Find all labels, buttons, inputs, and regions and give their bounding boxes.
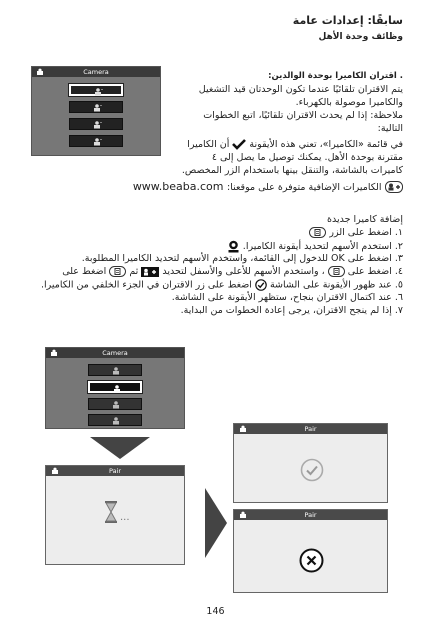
camera-icon [92,121,102,129]
pairing-line: يتم الاقتران تلقائيًا عندما تكون الوحدتان قيد التشغيل [198,84,403,95]
pair-waiting-screen [45,465,185,565]
camera-icon [227,240,240,253]
error-circle-icon [299,548,324,573]
website-line [23,179,403,195]
pair-success-screen [233,423,388,503]
page-subheading: وظائف وحدة الأهل [318,32,403,42]
website-text: الكاميرات الإضافية متوفرة على موقعنا: [227,182,382,193]
camera-menu-screen-bottom [45,347,185,429]
camera-icon [36,68,44,76]
camera-icon [111,367,121,375]
menu-button-icon [309,227,326,238]
add-camera-icon [385,181,403,193]
hourglass-icon [104,501,118,523]
camera-slot-1 [69,84,123,96]
pairing-line: ملاحظة: إذا لم يحدث الاقتران تلقائيًا، اتبع الخطوات [203,110,403,121]
step-6: ٦. عند اكتمال الاقتران بنجاح، ستظهر الأيقونة على الشاشة. [171,292,403,304]
add-camera-slot-icon [141,267,159,277]
menu-button-icon [109,266,126,277]
pairing-line: التالية: [377,123,403,134]
camera-slot-2 [69,101,123,113]
arrow-down-icon [90,437,150,459]
waiting-dots: ... [120,512,130,523]
add-camera-title: إضافة كاميرا جديدة [327,214,403,225]
camera-icon [93,88,103,96]
note-line-3: كاميرات بالشاشة، والتنقل بينها باستخدام الزر المخصص. [181,165,403,176]
pair-failure-screen [233,509,388,593]
camera-slot-4 [88,414,142,426]
camera-screen-header [32,67,160,77]
camera-slot-3 [69,118,123,130]
pair-screen-header [234,424,387,434]
step-5: ٥. عند ظهور الأيقونة على الشاشة اضغط على زر الاقتران في الجزء الخلفي من الكاميرا. [40,279,403,291]
note-line-1: في قائمة «الكاميرا»، تعني هذه الأيقونة أن الكاميرا [187,139,403,150]
page-heading: سابقًا: إعدادات عامة [292,14,403,27]
camera-icon [50,349,58,357]
step-1: ١. اضغط على الزر [13,227,403,240]
check-circle-icon [255,279,267,291]
step-7: ٧. إذا لم ينجح الاقتران، يرجى إعادة الخطوات من البداية. [180,305,403,317]
pair-screen-title: Pair [108,467,122,475]
pair-screen-title: Pair [304,425,317,433]
camera-icon [239,425,247,433]
pairing-title: . اقتران الكاميرا بوحدة الوالدين: [268,71,403,81]
pair-screen-header [234,510,387,520]
camera-screen-title: Camera [102,349,128,357]
step-4: ٤. اضغط على ، واستخدم الأسهم للأعلى والأسفل لتحديد ثم اضغط على [62,266,403,278]
check-circle-icon [300,458,324,482]
camera-screen-header [46,348,184,358]
camera-icon [239,511,247,519]
camera-icon [111,417,121,425]
camera-screen-title: Camera [83,68,109,76]
website-url: www.beaba.com [132,180,224,193]
note-section [23,138,403,195]
arrow-right-icon [205,488,227,558]
camera-slot-2 [88,381,142,393]
pairing-line: والكاميرا موصولة بالكهرباء. [295,97,403,108]
camera-icon [51,467,59,475]
step-2: ٢. استخدم الأسهم لتحديد أيقونة الكاميرا. [13,240,403,254]
camera-icon [111,401,121,409]
camera-icon [112,385,122,393]
pair-screen-header [46,466,184,476]
checkmark-icon [232,139,246,150]
camera-icon [92,104,102,112]
note-line-2: مقترنة بوحدة الأهل. يمكنك توصيل ما يصل إلى ٤ [211,152,403,163]
camera-slot-1 [88,364,142,376]
menu-button-icon [328,266,345,277]
camera-slot-3 [88,398,142,410]
page-number: 146 [206,606,225,617]
step-3: ٣. اضغط على OK للدخول إلى القائمة، واستخدم الأسهم لتحديد الكاميرا المطلوبة. [81,253,403,265]
add-camera-section [13,214,403,318]
pairing-section [171,70,403,135]
pair-screen-title: Pair [304,511,317,519]
